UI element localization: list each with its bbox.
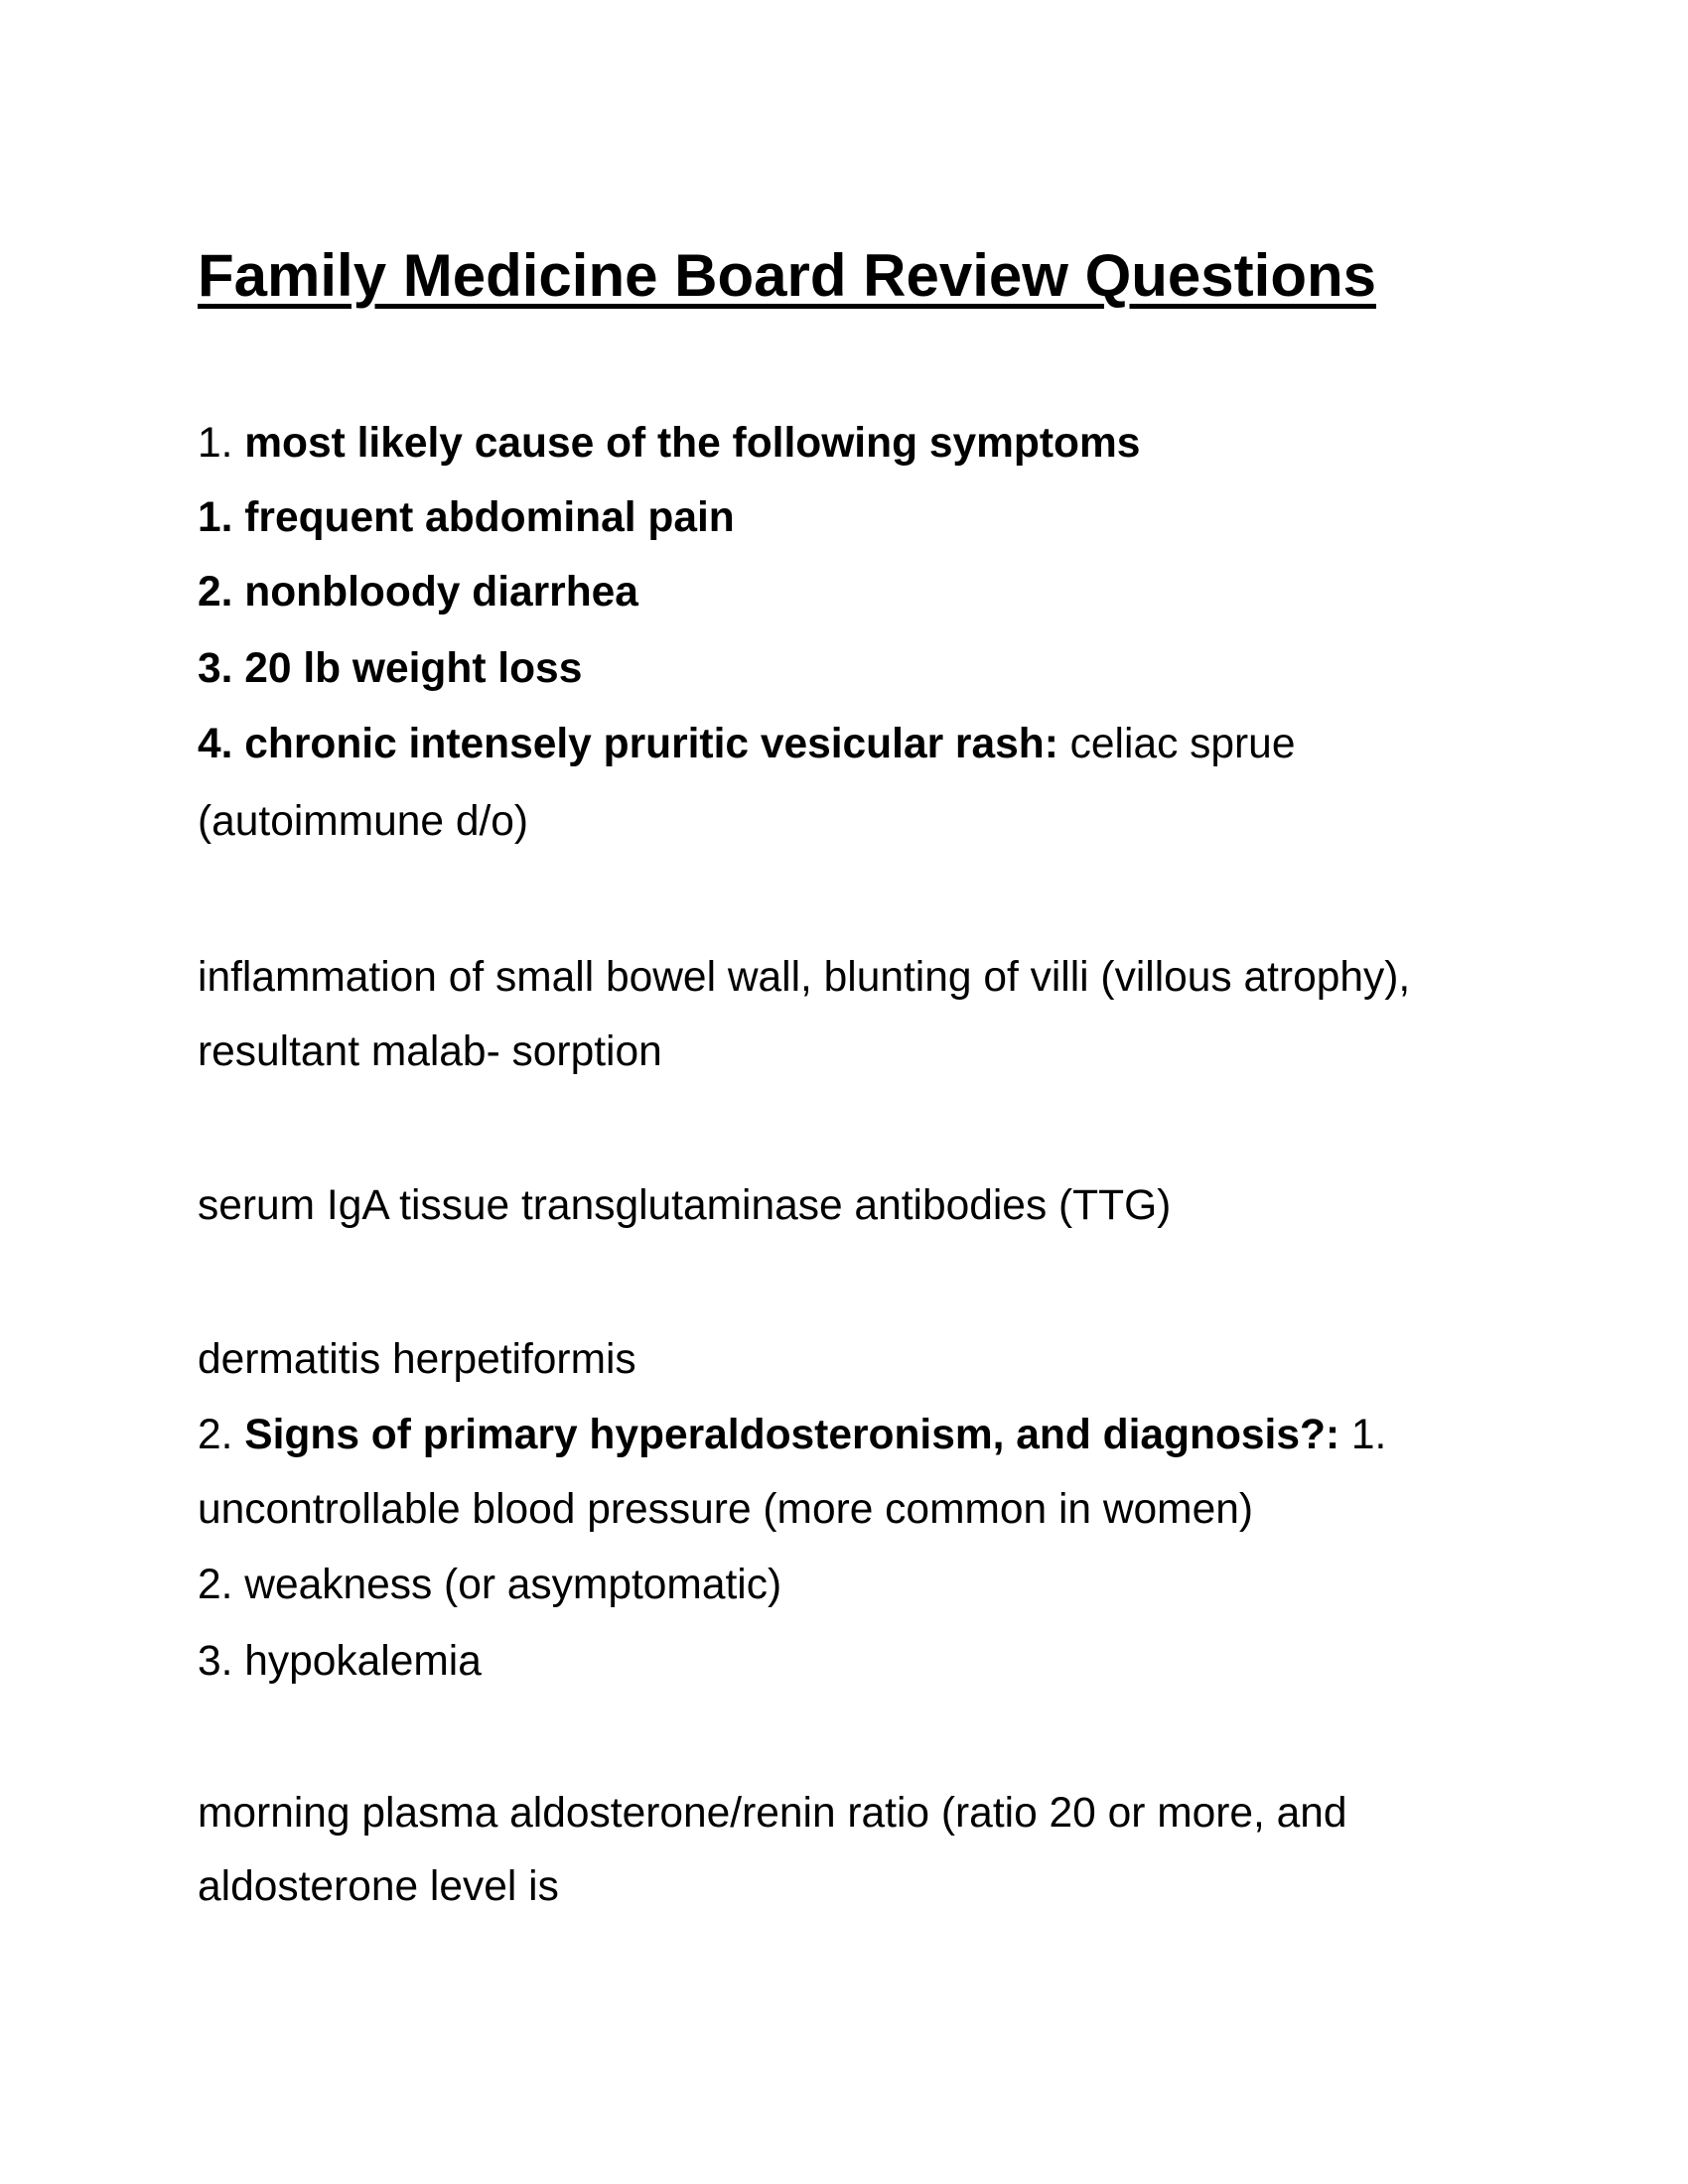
symptom-text: 4. chronic intensely pruritic vesicular rash: — [198, 721, 1058, 767]
q2-line: 2. weakness (or asymptomatic) — [198, 1562, 782, 1608]
q2-question-line — [198, 1398, 1386, 1473]
q1-question: most likely cause of the following symptoms — [244, 420, 1141, 467]
symptom-text: 2. nonbloody diarrhea — [198, 569, 638, 615]
q1-para2: serum IgA tissue transglutaminase antibodies (TTG) — [198, 1182, 1172, 1229]
q1-question-line — [198, 406, 1140, 481]
q2-answer: 1. — [1350, 1412, 1387, 1458]
q2-question: Signs of primary hyperaldosteronism, and diagnosis?: — [244, 1412, 1340, 1458]
q1-number: 1. — [198, 420, 233, 467]
symptom-text: 1. frequent abdominal pain — [198, 494, 735, 541]
symptom-text: 3. 20 lb weight loss — [198, 645, 583, 692]
q1-para1-line1: inflammation of small bowel wall, blunting of villi (villous atrophy), — [198, 954, 1411, 1001]
q1-symptom — [198, 707, 1295, 782]
q1-answer-cont: (autoimmune d/o) — [198, 798, 529, 845]
q2-number: 2. — [198, 1412, 233, 1458]
q2-line: 3. hypokalemia — [198, 1638, 482, 1685]
q1-para3: dermatitis herpetiformis — [198, 1336, 636, 1383]
q2-para1-line2: aldosterone level is — [198, 1863, 559, 1910]
q2-para1-line1: morning plasma aldosterone/renin ratio (ratio 20 or more, and — [198, 1790, 1347, 1837]
q1-symptom — [198, 555, 638, 630]
q1-para1-line2: resultant malab- sorption — [198, 1028, 662, 1075]
q2-line: uncontrollable blood pressure (more common in women) — [198, 1486, 1253, 1533]
q1-symptom — [198, 480, 735, 556]
page-title: Family Medicine Board Review Questions — [198, 242, 1376, 309]
q1-symptom — [198, 631, 582, 707]
q1-answer: celiac sprue — [1069, 721, 1296, 767]
